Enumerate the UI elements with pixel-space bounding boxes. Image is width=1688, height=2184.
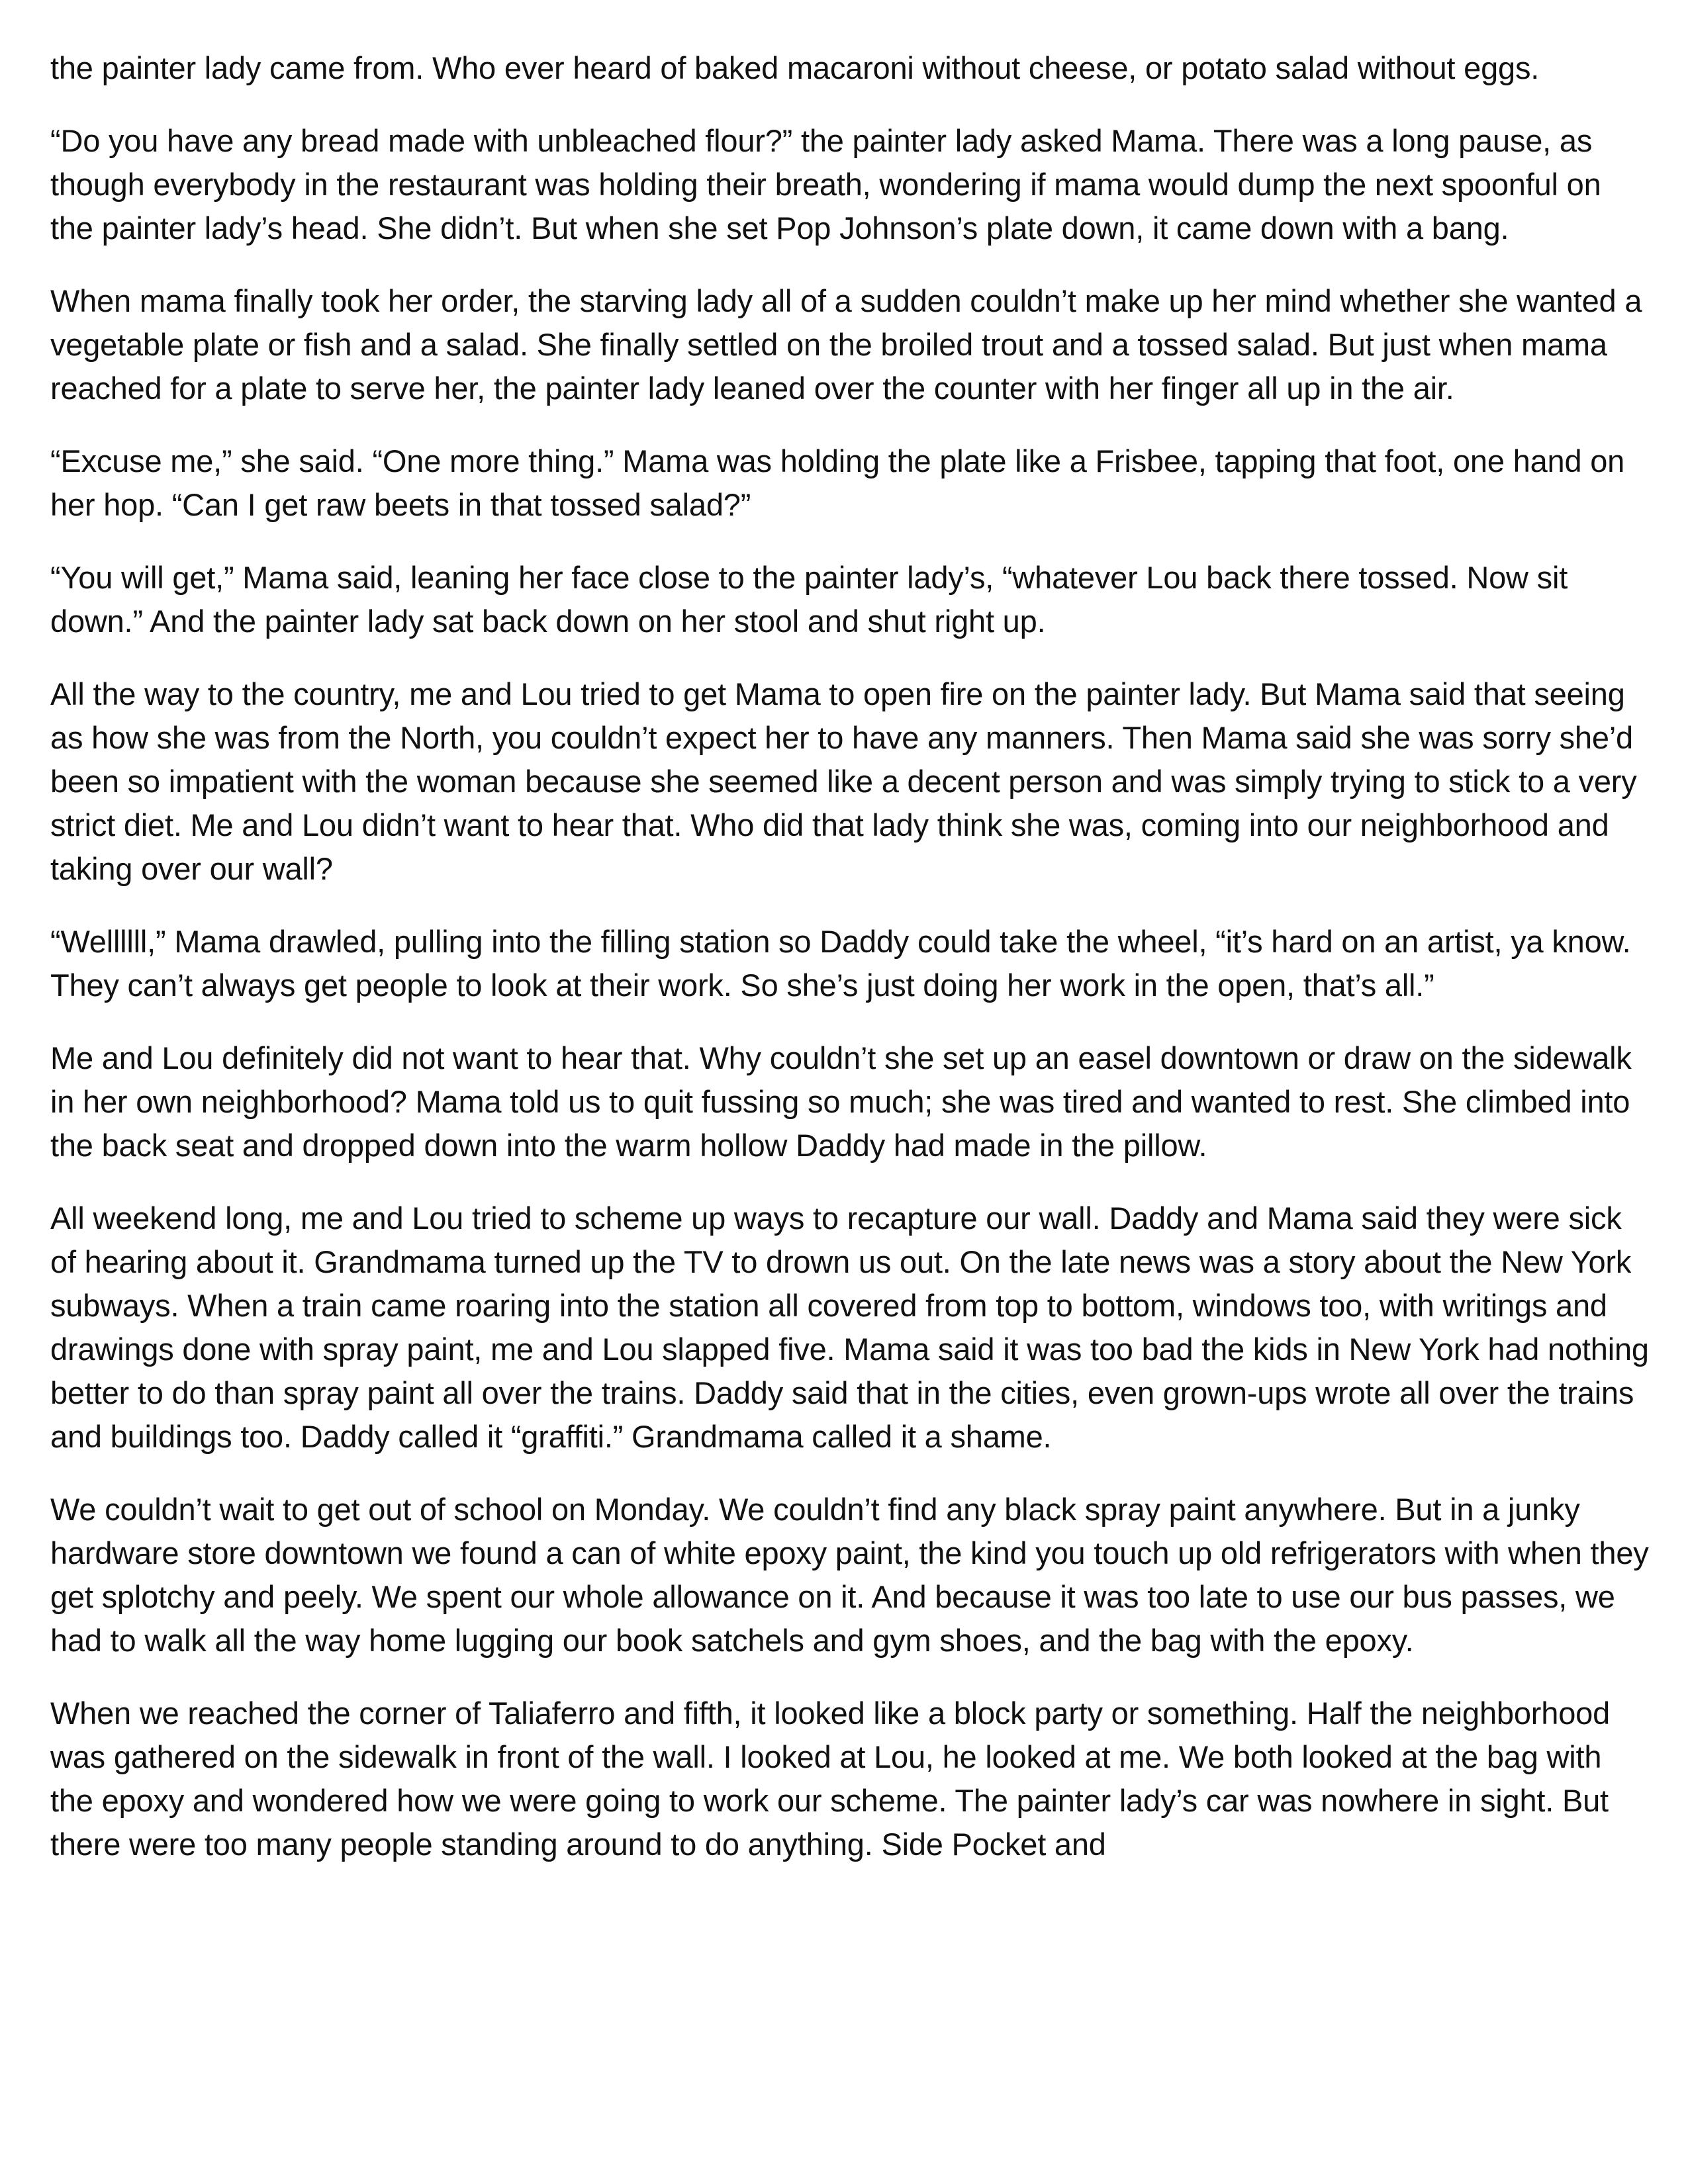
- document-page: [50, 46, 1652, 1866]
- paragraph: “Wellllll,” Mama drawled, pulling into the filling station so Daddy could take the wheel, “it’s hard on an artist, ya know. They can’t always get people to look at their work. So she’s just doing her work in the open, that’s all.”: [50, 924, 1631, 1003]
- paragraph: Me and Lou definitely did not want to hear that. Why couldn’t she set up an easel downtown or draw on the sidewalk in her own neighborhood? Mama told us to quit fussing so much; she was tired and wanted to rest. She climbed into the back seat and dropped down into the warm hollow Daddy had made in the pillow.: [50, 1040, 1632, 1163]
- paragraph: the painter lady came from. Who ever heard of baked macaroni without cheese, or potato salad without eggs.: [50, 50, 1540, 85]
- paragraph: All weekend long, me and Lou tried to scheme up ways to recapture our wall. Daddy and Mama said they were sick of hearing about it. Grandmama turned up the TV to drown us out. On the late news was a story about the New York subways. When a train came roaring into the station all covered from top to bottom, windows too, with writings and drawings done with spray paint, me and Lou slapped five. Mama said it was too bad the kids in New York had nothing better to do than spray paint all over the trains. Daddy said that in the cities, even grown-ups wrote all over the trains and buildings too. Daddy called it “graffiti.” Grandmama called it a shame.: [50, 1201, 1649, 1454]
- paragraph: “You will get,” Mama said, leaning her face close to the painter lady’s, “whatever Lou back there tossed. Now sit down.” And the painter lady sat back down on her stool and shut right up.: [50, 560, 1568, 639]
- paragraph: When mama finally took her order, the starving lady all of a sudden couldn’t make up her mind whether she wanted a vegetable plate or fish and a salad. She finally settled on the broiled trout and a tossed salad. But just when mama reached for a plate to serve her, the painter lady leaned over the counter with her finger all up in the air.: [50, 283, 1642, 406]
- paragraph: “Do you have any bread made with unbleached flour?” the painter lady asked Mama. There was a long pause, as though everybody in the restaurant was holding their breath, wondering if mama would dump the next spoonful on the painter lady’s head. She didn’t. But when she set Pop Johnson’s plate down, it came down with a bang.: [50, 123, 1601, 246]
- paragraph: “Excuse me,” she said. “One more thing.” Mama was holding the plate like a Frisbee, tapping that foot, one hand on her hop. “Can I get raw beets in that tossed salad?”: [50, 443, 1625, 522]
- paragraph: When we reached the corner of Taliaferro and fifth, it looked like a block party or something. Half the neighborhood was gathered on the sidewalk in front of the wall. I looked at Lou, he looked at me. We both looked at the bag with the epoxy and wondered how we were going to work our scheme. The painter lady’s car was nowhere in sight. But there were too many people standing around to do anything. Side Pocket and: [50, 1696, 1611, 1862]
- paragraph: We couldn’t wait to get out of school on Monday. We couldn’t find any black spray paint anywhere. But in a junky hardware store downtown we found a can of white epoxy paint, the kind you touch up old refrigerators with when they get splotchy and peely. We spent our whole allowance on it. And because it was too late to use our bus passes, we had to walk all the way home lugging our book satchels and gym shoes, and the bag with the epoxy.: [50, 1492, 1649, 1658]
- paragraph: All the way to the country, me and Lou tried to get Mama to open fire on the painter lady. But Mama said that seeing as how she was from the North, you couldn’t expect her to have any manners. Then Mama said she was sorry she’d been so impatient with the woman because she seemed like a decent person and was simply trying to stick to a very strict diet. Me and Lou didn’t want to hear that. Who did that lady think she was, coming into our neighborhood and taking over our wall?: [50, 676, 1637, 886]
